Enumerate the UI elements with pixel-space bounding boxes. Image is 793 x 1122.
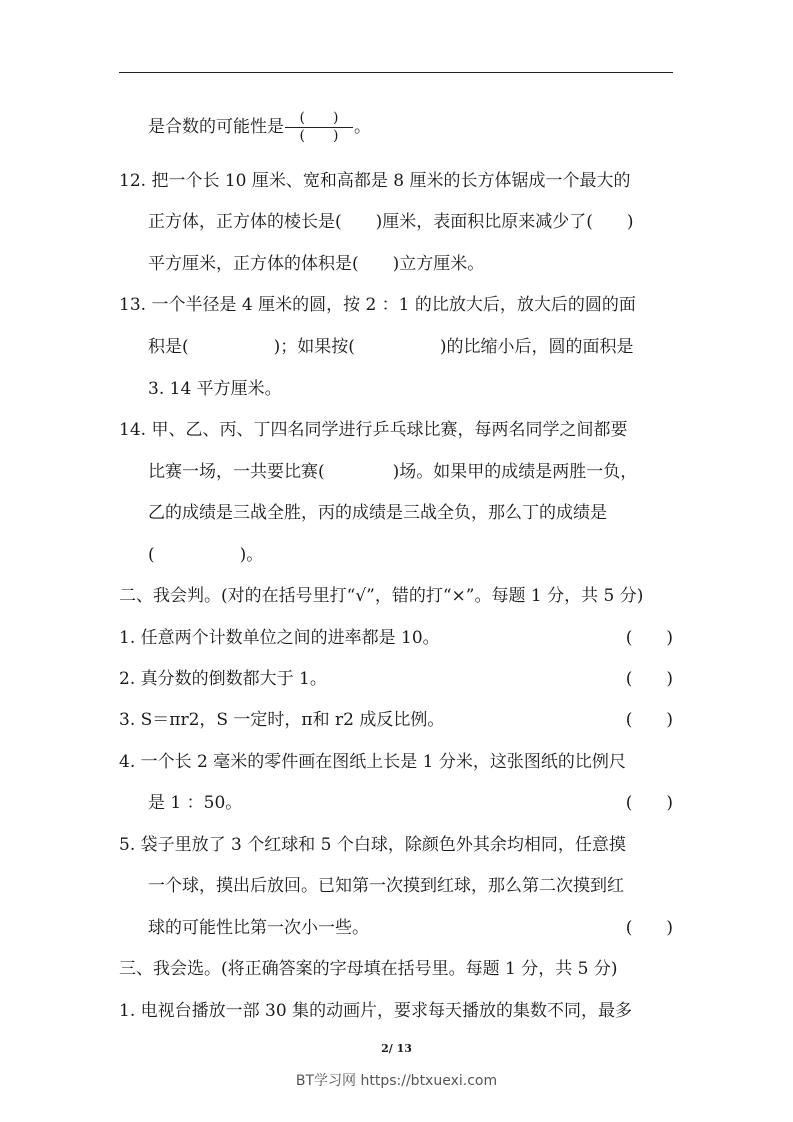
question-14-line-2: 比赛一场，一共要比赛( )场。如果甲的成绩是两胜一负， bbox=[148, 462, 638, 482]
judge-item-3 bbox=[119, 705, 673, 735]
judge-item-5-answer-blank: ( ) bbox=[625, 918, 673, 938]
judge-item-2-text: 2. 真分数的倒数都大于 1。 bbox=[119, 669, 327, 689]
judge-item-5-line-1: 5. 袋子里放了 3 个红球和 5 个白球，除颜色外其余均相同，任意摸 bbox=[119, 835, 626, 855]
question-13-line-2: 积是( )；如果按( )的比缩小后，圆的面积是 bbox=[148, 337, 634, 357]
section-3-heading: 三、我会选。(将正确答案的字母填在括号里。每题 1 分，共 5 分) bbox=[119, 959, 618, 979]
judge-item-4-text: 是 1 ：50。 bbox=[148, 793, 243, 813]
section-2-heading: 二、我会判。(对的在括号里打“√”，错的打“×”。每题 1 分，共 5 分) bbox=[119, 586, 644, 606]
judge-item-4-line-2 bbox=[148, 788, 673, 818]
judge-item-4-line-1: 4. 一个长 2 毫米的零件画在图纸上长是 1 分米，这张图纸的比例尺 bbox=[119, 752, 626, 772]
q11-tail-text: 是合数的可能性是 bbox=[148, 117, 284, 137]
fraction-denominator: ( ) bbox=[299, 128, 339, 144]
judge-item-1-text: 1. 任意两个计数单位之间的进率都是 10。 bbox=[119, 628, 440, 648]
question-13-line-1: 13. 一个半径是 4 厘米的圆，按 2 ：1 的比放大后，放大后的圆的面 bbox=[119, 295, 636, 315]
judge-item-1-answer-blank: ( ) bbox=[625, 628, 673, 648]
question-12-line-1: 12. 把一个长 10 厘米、宽和高都是 8 厘米的长方体锯成一个最大的 bbox=[119, 171, 631, 191]
question-12-line-3: 平方厘米，正方体的体积是( )立方厘米。 bbox=[148, 254, 485, 274]
site-footer: BT学习网 https://btxuexi.com bbox=[295, 1073, 498, 1089]
blank-fraction bbox=[285, 110, 353, 145]
judge-item-4-answer-blank: ( ) bbox=[625, 793, 673, 813]
judge-item-2 bbox=[119, 664, 673, 694]
judge-item-2-answer-blank: ( ) bbox=[625, 669, 673, 689]
question-14-line-4: ( )。 bbox=[148, 545, 264, 565]
judge-item-3-answer-blank: ( ) bbox=[625, 710, 673, 730]
judge-item-3-text: 3. S＝πr2，S 一定时，π和 r2 成反比例。 bbox=[119, 710, 445, 730]
fraction-numerator: ( ) bbox=[285, 110, 353, 128]
judge-item-5-text: 球的可能性比第一次小一些。 bbox=[148, 918, 369, 938]
question-13-line-3: 3. 14 平方厘米。 bbox=[148, 379, 282, 399]
q11-tail-line bbox=[148, 110, 673, 144]
judge-item-5-line-3 bbox=[148, 913, 673, 943]
question-12-line-2: 正方体，正方体的棱长是( )厘米，表面积比原来减少了( ) bbox=[148, 212, 634, 232]
judge-item-5-line-2: 一个球，摸出后放回。已知第一次摸到红球，那么第二次摸到红 bbox=[148, 876, 624, 896]
top-rule bbox=[119, 72, 673, 73]
page-number: 2/ 13 bbox=[381, 1042, 412, 1055]
q11-tail-end: 。 bbox=[354, 117, 371, 137]
question-14-line-3: 乙的成绩是三战全胜，丙的成绩是三战全负，那么丁的成绩是 bbox=[148, 503, 607, 523]
question-14-line-1: 14. 甲、乙、丙、丁四名同学进行乒乓球比赛，每两名同学之间都要 bbox=[119, 420, 628, 440]
choice-item-1-line-1: 1. 电视台播放一部 30 集的动画片，要求每天播放的集数不同，最多 bbox=[119, 1001, 633, 1021]
judge-item-1 bbox=[119, 623, 673, 653]
